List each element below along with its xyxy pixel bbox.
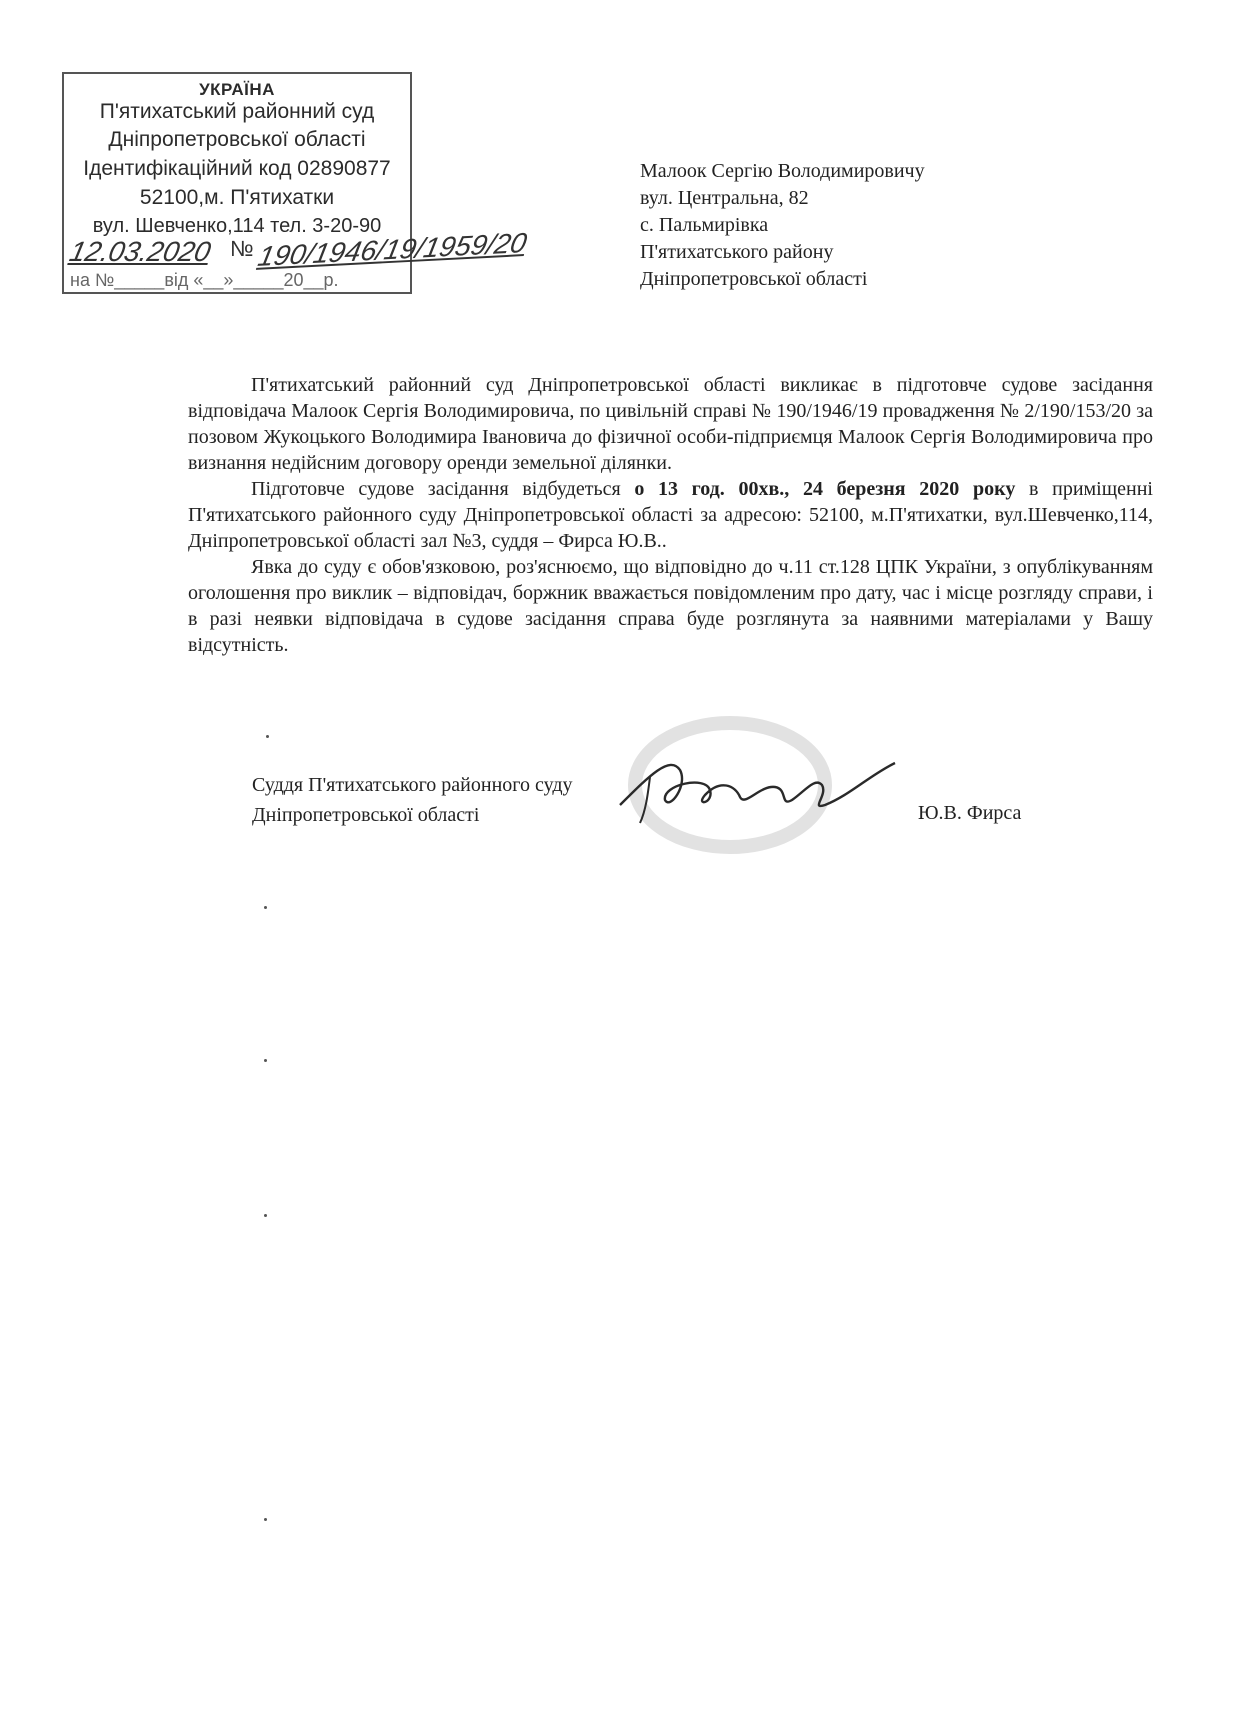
addressee-name: Малоок Сергію Володимировичу — [640, 160, 925, 182]
paragraph-hearing-time — [188, 476, 1153, 554]
addressee-street: вул. Центральна, 82 — [640, 187, 809, 209]
judge-title-line1: Суддя П'ятихатського районного суду — [252, 774, 573, 796]
stamp-region: Дніпропетровської області — [108, 128, 366, 151]
stamp-court-name: П'ятихатський районний суд — [99, 100, 375, 123]
stamp-reg-number-sign: № — [230, 236, 254, 261]
court-registration-stamp — [62, 72, 530, 294]
scan-speck — [266, 735, 269, 738]
scan-speck — [264, 1518, 267, 1521]
addressee-district: П'ятихатського району — [640, 241, 834, 263]
handwritten-signature — [610, 715, 910, 865]
stamp-address: вул. Шевченко,114 тел. 3-20-90 — [92, 215, 382, 237]
addressee-block — [640, 158, 925, 293]
stamp-registration-handwritten — [66, 227, 590, 274]
judge-name: Ю.В. Фирса — [918, 802, 1022, 824]
paragraph-attendance-notice: Явка до суду є обов'язковою, роз'яснюємо, що відповідно до ч.11 ст.128 ЦПК України, з опублікуванням оголошення про виклик – відповідач, боржник вважається повідомленим про дату, час і місце розгляду справи, і в разі неявки відповідача в судове засідання справа буде розглянута за наявними матеріалами у Вашу відсутність. — [188, 556, 1153, 656]
hearing-datetime: о 13 год. 00хв., 24 березня 2020 року — [634, 478, 1016, 500]
signature-stroke — [620, 763, 895, 806]
judge-title — [252, 770, 573, 830]
stamp-reg-date: 12.03.2020 — [66, 236, 214, 267]
stamp-id-code: Ідентифікаційний код 02890877 — [83, 157, 391, 180]
scan-speck — [264, 906, 267, 909]
addressee-village: с. Пальмирівка — [640, 214, 769, 236]
paragraph-summons: П'ятихатський районний суд Дніпропетровської області викликає в підготовче судове засідання відповідача Малоок Сергія Володимировича, по цивільній справі № 190/1946/19 провадження № 2/190/153/20 за позовом Жукоцького Володимира Івановича до фізичної особи-підприємця Малоок Сергія Володимировича про визнання недійсним договору оренди земельної ділянки. — [188, 374, 1153, 474]
stamp-city: 52100,м. П'ятихатки — [139, 186, 335, 209]
scan-speck — [264, 1059, 267, 1062]
stamp-reg-number: 190/1946/19/1959/20 — [255, 227, 530, 272]
judge-title-line2: Дніпропетровської області — [252, 804, 480, 826]
summons-body — [188, 372, 1153, 658]
hearing-location: в приміщенні П'ятихатського районного суду Дніпропетровської області за адресою: 52100, м.П'ятихатки, вул.Шевченко,114, Дніпропетровської області зал №3, суддя – Фирса Ю.В.. — [188, 478, 1153, 552]
addressee-region: Дніпропетровської області — [640, 268, 868, 290]
stamp-reference-line: на №_____від «__»_____20__р. — [70, 270, 339, 290]
stamp-country: УКРАЇНА — [199, 80, 275, 99]
scan-speck — [264, 1214, 267, 1217]
faint-seal-impression — [635, 723, 825, 847]
hearing-intro: Підготовче судове засідання відбудеться — [251, 478, 635, 500]
